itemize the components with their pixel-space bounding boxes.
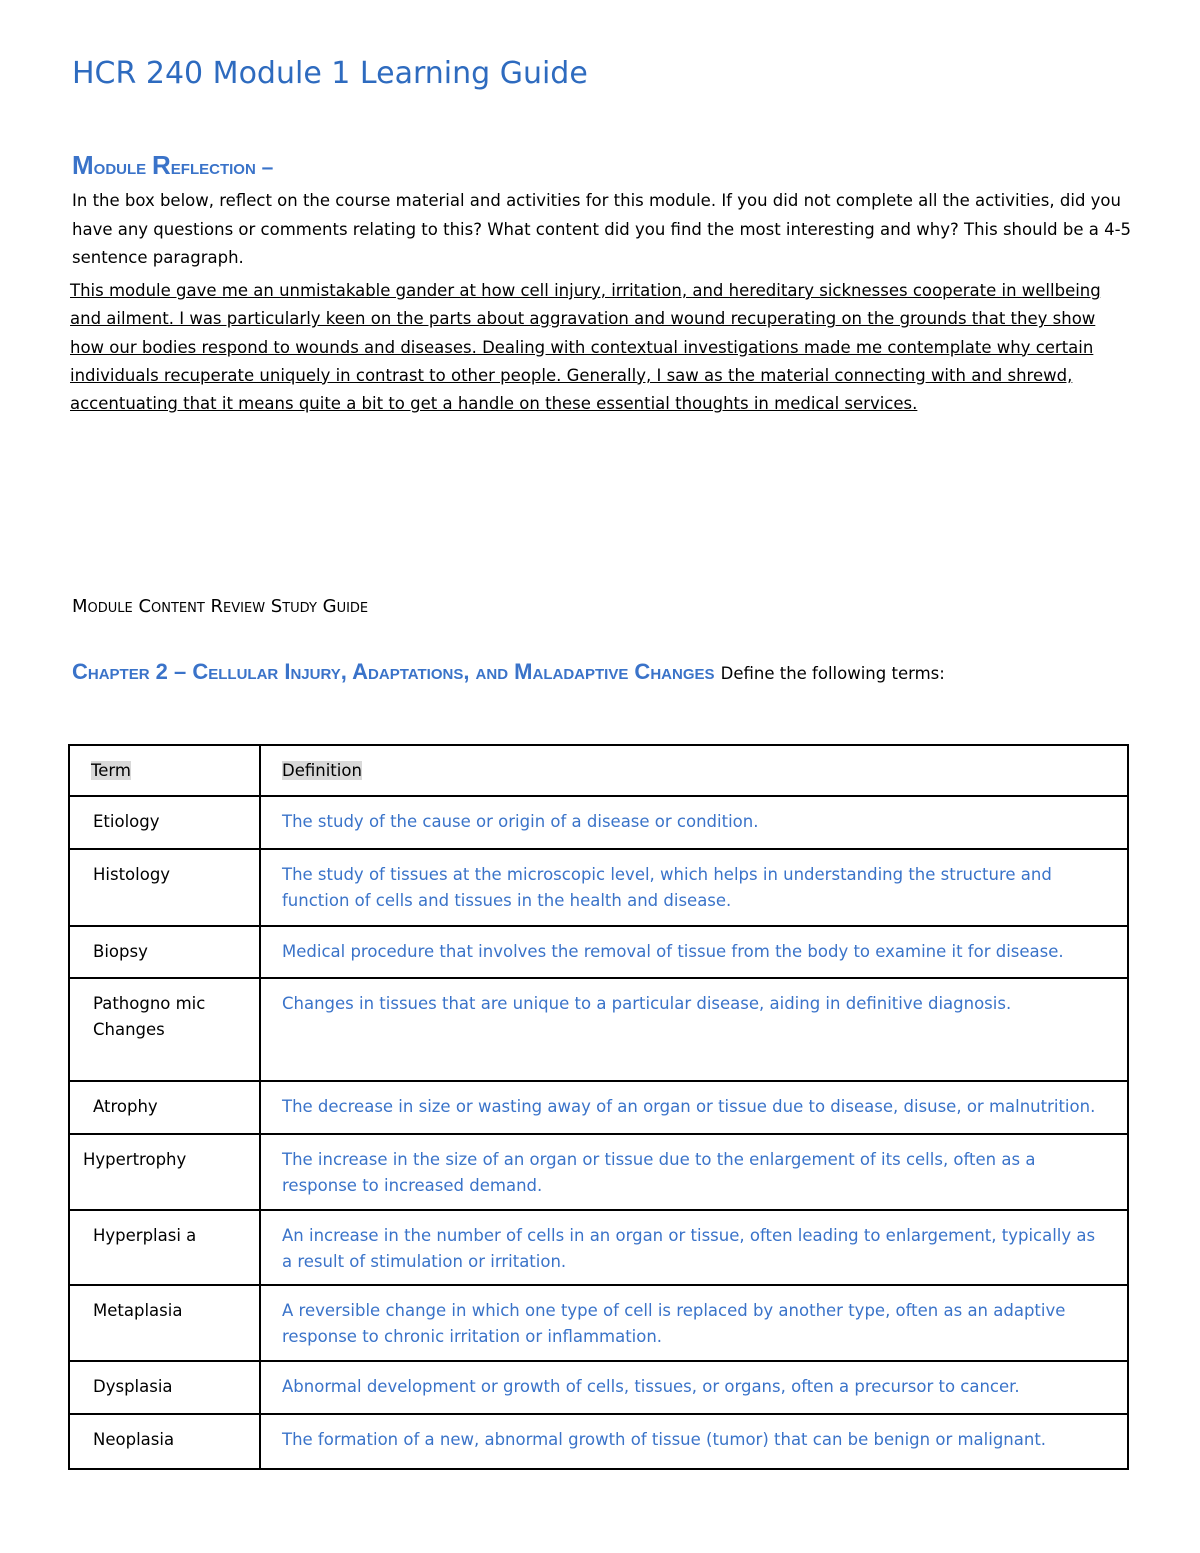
header-definition: Definition [282,761,362,780]
table-row [69,978,1128,1081]
chapter-instruction: Define the following terms: [720,664,945,683]
chapter-title: Chapter 2 – Cellular Injury, Adaptations, and Maladaptive Changes [72,659,715,684]
term-cell: Dysplasia [69,1361,260,1414]
term-cell: Hyperplasi a [69,1210,260,1285]
definition-cell[interactable]: Changes in tissues that are unique to a particular disease, aiding in definitive diagnosis. [260,978,1128,1081]
module-reflection-heading: Module Reflection – [72,150,274,180]
term-cell: Metaplasia [69,1285,260,1361]
terms-table [68,744,1129,1470]
reflection-prompt: In the box below, reflect on the course material and activities for this module. If you did not complete all the activities, did you have any questions or comments relating to this? What content did you find the most interesting and why? This should be a 4-5 sentence paragraph. [72,191,1132,267]
table-row [69,849,1128,926]
table-row [69,1210,1128,1285]
definition-cell[interactable]: The study of tissues at the microscopic level, which helps in understanding the structure and function of cells and tissues in the health and disease. [260,849,1128,926]
chapter-heading [72,648,1132,698]
table-header-row [69,745,1128,796]
definition-cell[interactable]: Abnormal development or growth of cells, tissues, or organs, often a precursor to cancer. [260,1361,1128,1414]
definition-cell[interactable]: Medical procedure that involves the removal of tissue from the body to examine it for disease. [260,926,1128,978]
definition-cell[interactable]: A reversible change in which one type of cell is replaced by another type, often as an adaptive response to chronic irritation or inflammation. [260,1285,1128,1361]
table-row [69,1285,1128,1361]
term-cell: Atrophy [69,1081,260,1134]
definition-cell[interactable]: The increase in the size of an organ or tissue due to the enlargement of its cells, often as a response to increased demand. [260,1134,1128,1210]
definition-cell[interactable]: The study of the cause or origin of a disease or condition. [260,796,1128,849]
table-row [69,1361,1128,1414]
review-heading: Module Content Review Study Guide [72,596,369,617]
header-term-cell [69,745,260,796]
definition-cell[interactable]: The decrease in size or wasting away of an organ or tissue due to disease, disuse, or malnutrition. [260,1081,1128,1134]
table-row [69,1081,1128,1134]
table-row [69,1414,1128,1469]
document-title: HCR 240 Module 1 Learning Guide [72,56,588,91]
reflection-response[interactable]: This module gave me an unmistakable gander at how cell injury, irritation, and hereditary sicknesses cooperate in wellbeing and ailment. I was particularly keen on the parts about aggravation and wound recuperating on the grounds that they show how our bodies respond to wounds and diseases. Dealing with contextual investigations made me contemplate why certain individuals recuperate uniquely in contrast to other people. Generally, I saw as the material connecting with and shrewd, accentuating that it means quite a bit to get a handle on these essential thoughts in medical services. [70,281,1101,414]
term-cell: Pathogno mic Changes [69,978,260,1081]
table-row [69,926,1128,978]
term-cell: Biopsy [69,926,260,978]
term-cell: Hypertrophy [69,1134,260,1210]
term-cell: Histology [69,849,260,926]
header-term: Term [91,761,131,780]
term-cell: Etiology [69,796,260,849]
table-row [69,796,1128,849]
definition-cell[interactable]: An increase in the number of cells in an organ or tissue, often leading to enlargement, typically as a result of stimulation or irritation. [260,1210,1128,1285]
term-cell: Neoplasia [69,1414,260,1469]
definition-cell[interactable]: The formation of a new, abnormal growth of tissue (tumor) that can be benign or malignant. [260,1414,1128,1469]
table-row [69,1134,1128,1210]
header-definition-cell [260,745,1128,796]
